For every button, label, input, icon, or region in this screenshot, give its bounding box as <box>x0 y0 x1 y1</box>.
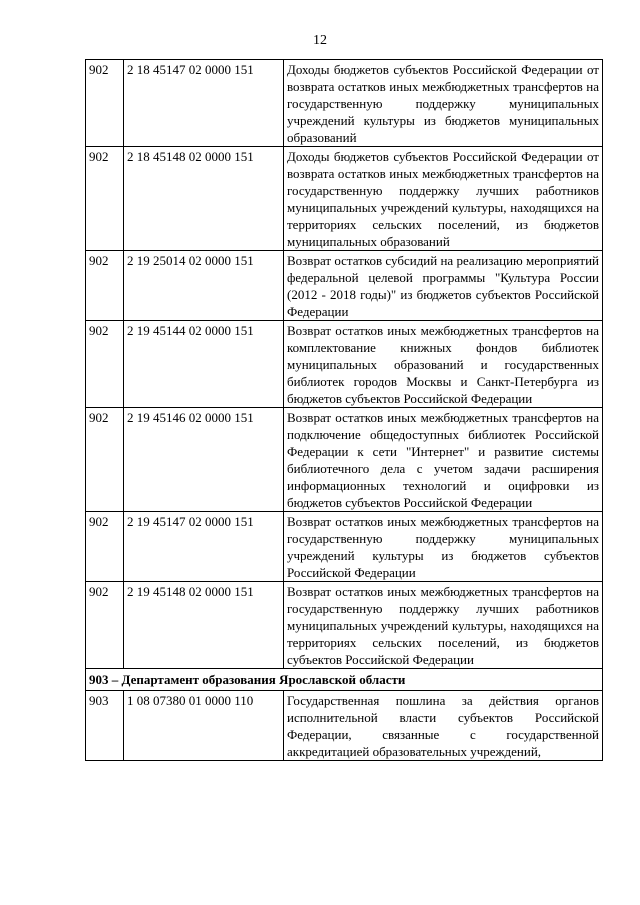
admin-code-cell: 902 <box>86 582 124 669</box>
table-row <box>86 582 603 669</box>
budget-code-cell: 2 18 45147 02 0000 151 <box>124 60 284 147</box>
admin-code-cell: 902 <box>86 251 124 321</box>
revenue-name-cell: Доходы бюджетов субъектов Российской Федерации от возврата остатков иных межбюджетных трансфертов на государственную поддержку лучших работников муниципальных учреждений культуры, находящихся на территориях сельских поселений, из бюджетов муниципальных образований <box>284 147 603 251</box>
table-row <box>86 321 603 408</box>
budget-code-cell: 2 19 45144 02 0000 151 <box>124 321 284 408</box>
table-row <box>86 251 603 321</box>
admin-code-cell: 902 <box>86 408 124 512</box>
page-number: 12 <box>313 33 327 48</box>
revenue-name-cell: Возврат остатков иных межбюджетных трансфертов на государственную поддержку муниципальных учреждений культуры из бюджетов субъектов Российской Федерации <box>284 512 603 582</box>
table-row <box>86 512 603 582</box>
revenue-codes-table <box>85 59 603 761</box>
section-header-row <box>86 669 603 691</box>
revenue-name-cell: Возврат остатков субсидий на реализацию мероприятий федеральной целевой программы "Культура России (2012 - 2018 годы)" из бюджетов субъектов Российской Федерации <box>284 251 603 321</box>
table-row <box>86 60 603 147</box>
admin-code-cell: 902 <box>86 512 124 582</box>
admin-code-cell: 902 <box>86 147 124 251</box>
admin-code-cell: 902 <box>86 60 124 147</box>
budget-code-cell: 1 08 07380 01 0000 110 <box>124 691 284 761</box>
budget-code-cell: 2 18 45148 02 0000 151 <box>124 147 284 251</box>
revenue-name-cell: Государственная пошлина за действия органов исполнительной власти субъектов Российской Федерации, связанные с государственной аккредитацией образовательных учреждений, <box>284 691 603 761</box>
revenue-name-cell: Возврат остатков иных межбюджетных трансфертов на комплектование книжных фондов библиотек муниципальных образований и государственных библиотек городов Москвы и Санкт-Петербурга из бюджетов субъектов Российской Федерации <box>284 321 603 408</box>
table-row <box>86 147 603 251</box>
table-row <box>86 408 603 512</box>
table-row <box>86 691 603 761</box>
section-header: 903 – Департамент образования Ярославской области <box>86 669 603 691</box>
budget-code-cell: 2 19 25014 02 0000 151 <box>124 251 284 321</box>
budget-code-cell: 2 19 45148 02 0000 151 <box>124 582 284 669</box>
admin-code-cell: 902 <box>86 321 124 408</box>
budget-code-cell: 2 19 45147 02 0000 151 <box>124 512 284 582</box>
revenue-name-cell: Доходы бюджетов субъектов Российской Федерации от возврата остатков иных межбюджетных трансфертов на государственную поддержку муниципальных учреждений культуры из бюджетов муниципальных образований <box>284 60 603 147</box>
revenue-name-cell: Возврат остатков иных межбюджетных трансфертов на государственную поддержку лучших работников муниципальных учреждений культуры, находящихся на территориях сельских поселений, из бюджетов субъектов Российской Федерации <box>284 582 603 669</box>
revenue-name-cell: Возврат остатков иных межбюджетных трансфертов на подключение общедоступных библиотек Российской Федерации к сети "Интернет" и развитие системы библиотечного дела с учетом задачи расширения информационных технологий и оцифровки из бюджетов субъектов Российской Федерации <box>284 408 603 512</box>
budget-code-cell: 2 19 45146 02 0000 151 <box>124 408 284 512</box>
admin-code-cell: 903 <box>86 691 124 761</box>
